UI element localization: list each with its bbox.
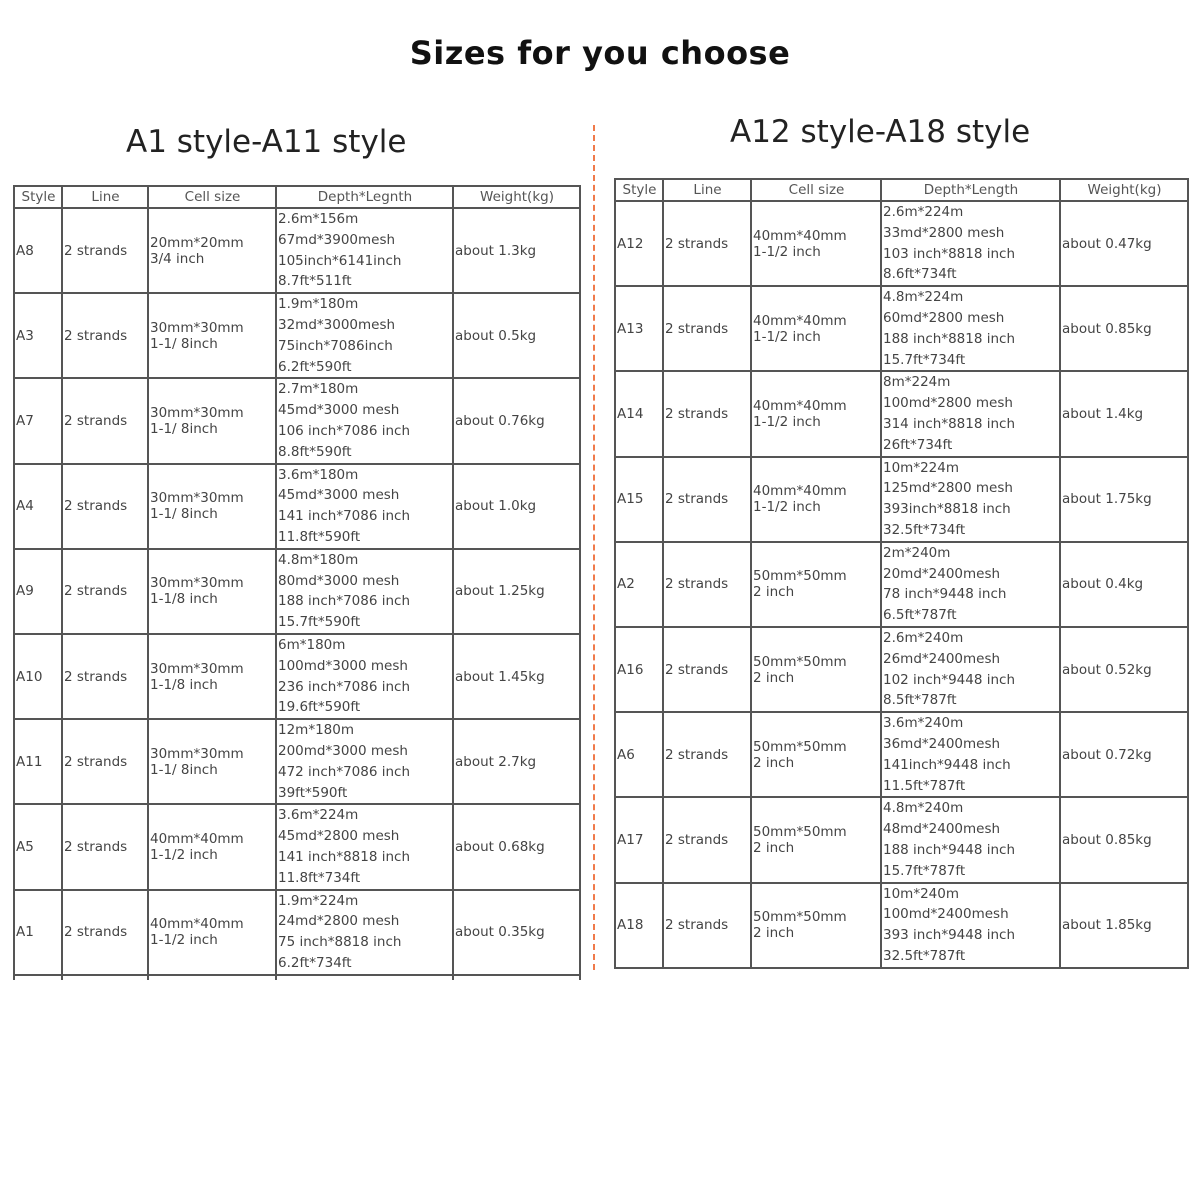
style-cell: A14 bbox=[615, 371, 663, 456]
depth-length-line: 6.2ft*734ft bbox=[278, 954, 352, 971]
depth-length-cell bbox=[881, 371, 1060, 456]
depth-length-line: 60md*2800 mesh bbox=[883, 309, 1005, 326]
cell-size-cell bbox=[148, 890, 276, 975]
weight-cell: about 0.85kg bbox=[1060, 286, 1188, 371]
cell-size-cell bbox=[148, 634, 276, 719]
line-header: Line bbox=[62, 186, 148, 208]
cell-size-line: 50mm*50mm bbox=[753, 738, 847, 755]
cell-size-cell bbox=[148, 804, 276, 889]
cutoff-cell bbox=[453, 975, 580, 980]
depth-length-line: 6.5ft*787ft bbox=[883, 607, 957, 624]
line-cell: 2 strands bbox=[62, 804, 148, 889]
depth-length-line: 10m*240m bbox=[883, 885, 959, 902]
depth-length-cell bbox=[276, 378, 453, 463]
style-cell: A13 bbox=[615, 286, 663, 371]
style-cell: A4 bbox=[14, 464, 62, 549]
cell-size-line: 50mm*50mm bbox=[753, 653, 847, 670]
style-cell: A11 bbox=[14, 719, 62, 804]
cell-size-cell bbox=[751, 627, 881, 712]
depth-length-line: 8.7ft*511ft bbox=[278, 273, 352, 290]
cell-size-line: 40mm*40mm bbox=[753, 312, 847, 329]
weight-cell: about 0.5kg bbox=[453, 293, 580, 378]
cell-size-cell bbox=[148, 719, 276, 804]
weight-cell: about 0.72kg bbox=[1060, 712, 1188, 797]
cell-size-line: 2 inch bbox=[753, 754, 795, 771]
depth-length-line: 4.8m*224m bbox=[883, 289, 964, 306]
cell-size-line: 1-1/8 inch bbox=[150, 676, 218, 693]
cell-size-cell bbox=[148, 293, 276, 378]
cell-size-line: 1-1/2 inch bbox=[753, 413, 821, 430]
depth-length-line: 11.5ft*787ft bbox=[883, 777, 966, 794]
table-row bbox=[615, 286, 1188, 371]
depth-length-line: 78 inch*9448 inch bbox=[883, 586, 1007, 603]
depth-length-line: 103 inch*8818 inch bbox=[883, 245, 1016, 262]
depth-length-line: 188 inch*9448 inch bbox=[883, 841, 1016, 858]
line-cell: 2 strands bbox=[663, 883, 751, 968]
depth-length-line: 393 inch*9448 inch bbox=[883, 927, 1016, 944]
table-header-row bbox=[14, 186, 580, 208]
table-row bbox=[615, 457, 1188, 542]
depth-length-cell bbox=[276, 890, 453, 975]
weight-cell: about 0.68kg bbox=[453, 804, 580, 889]
depth-length-line: 36md*2400mesh bbox=[883, 735, 1001, 752]
depth-length-line: 32.5ft*787ft bbox=[883, 947, 966, 964]
depth-length-line: 236 inch*7086 inch bbox=[278, 678, 411, 695]
cell-size-cell bbox=[751, 883, 881, 968]
style-cell: A18 bbox=[615, 883, 663, 968]
depth-length-cell bbox=[881, 201, 1060, 286]
cell-size-line: 40mm*40mm bbox=[150, 830, 244, 847]
line-cell: 2 strands bbox=[62, 890, 148, 975]
style-cell: A6 bbox=[615, 712, 663, 797]
depth-length-line: 11.8ft*734ft bbox=[278, 869, 361, 886]
cell-size-line: 1-1/ 8inch bbox=[150, 761, 218, 778]
weight-cell: about 1.0kg bbox=[453, 464, 580, 549]
cell-size-header: Cell size bbox=[751, 179, 881, 201]
cell-size-line: 40mm*40mm bbox=[150, 916, 244, 933]
depth-length-line: 10m*224m bbox=[883, 459, 959, 476]
depth-length-cell bbox=[881, 542, 1060, 627]
depth-length-cell bbox=[276, 634, 453, 719]
depth-length-line: 24md*2800 mesh bbox=[278, 913, 400, 930]
depth-length-line: 15.7ft*787ft bbox=[883, 862, 966, 879]
table-row bbox=[615, 712, 1188, 797]
table-row bbox=[14, 634, 580, 719]
depth-length-line: 2.7m*180m bbox=[278, 381, 359, 398]
cutoff-cell bbox=[276, 975, 453, 980]
depth-length-line: 11.8ft*590ft bbox=[278, 528, 361, 545]
depth-length-line: 75 inch*8818 inch bbox=[278, 934, 402, 951]
cell-size-line: 1-1/8 inch bbox=[150, 591, 218, 608]
depth-length-header: Depth*Length bbox=[881, 179, 1060, 201]
cell-size-line: 1-1/2 inch bbox=[753, 243, 821, 260]
cell-size-line: 2 inch bbox=[753, 584, 795, 601]
depth-length-line: 39ft*590ft bbox=[278, 784, 348, 801]
cell-size-cell bbox=[751, 712, 881, 797]
depth-length-line: 4.8m*240m bbox=[883, 800, 964, 817]
depth-length-line: 75inch*7086inch bbox=[278, 337, 393, 354]
cell-size-line: 1-1/2 inch bbox=[150, 932, 218, 949]
line-cell: 2 strands bbox=[62, 378, 148, 463]
table-row bbox=[615, 542, 1188, 627]
depth-length-cell bbox=[881, 797, 1060, 882]
table-row bbox=[14, 293, 580, 378]
table-row-cutoff bbox=[14, 975, 580, 980]
table-row bbox=[615, 797, 1188, 882]
table-row bbox=[615, 627, 1188, 712]
depth-length-line: 106 inch*7086 inch bbox=[278, 422, 411, 439]
cutoff-cell bbox=[62, 975, 148, 980]
style-cell: A10 bbox=[14, 634, 62, 719]
table-row bbox=[615, 371, 1188, 456]
style-cell: A5 bbox=[14, 804, 62, 889]
table-row bbox=[14, 549, 580, 634]
cell-size-line: 50mm*50mm bbox=[753, 909, 847, 926]
line-cell: 2 strands bbox=[62, 208, 148, 293]
style-cell: A16 bbox=[615, 627, 663, 712]
line-cell: 2 strands bbox=[663, 201, 751, 286]
depth-length-line: 67md*3900mesh bbox=[278, 231, 396, 248]
weight-cell: about 0.4kg bbox=[1060, 542, 1188, 627]
depth-length-line: 6m*180m bbox=[278, 636, 346, 653]
depth-length-line: 3.6m*180m bbox=[278, 466, 359, 483]
style-cell: A8 bbox=[14, 208, 62, 293]
line-cell: 2 strands bbox=[663, 797, 751, 882]
depth-length-line: 8.8ft*590ft bbox=[278, 443, 352, 460]
depth-length-line: 26md*2400mesh bbox=[883, 650, 1001, 667]
weight-header: Weight(kg) bbox=[453, 186, 580, 208]
cell-size-line: 1-1/ 8inch bbox=[150, 420, 218, 437]
cell-size-line: 2 inch bbox=[753, 839, 795, 856]
depth-length-cell bbox=[276, 719, 453, 804]
cell-size-line: 1-1/ 8inch bbox=[150, 506, 218, 523]
depth-length-line: 45md*2800 mesh bbox=[278, 828, 400, 845]
cell-size-line: 50mm*50mm bbox=[753, 823, 847, 840]
table-row bbox=[14, 208, 580, 293]
cell-size-line: 30mm*30mm bbox=[150, 745, 244, 762]
style-cell: A15 bbox=[615, 457, 663, 542]
line-header: Line bbox=[663, 179, 751, 201]
cell-size-line: 30mm*30mm bbox=[150, 575, 244, 592]
style-cell: A2 bbox=[615, 542, 663, 627]
left-section-title: A1 style-A11 style bbox=[126, 124, 407, 160]
line-cell: 2 strands bbox=[663, 286, 751, 371]
depth-length-line: 33md*2800 mesh bbox=[883, 224, 1005, 241]
right-size-table bbox=[614, 178, 1189, 969]
weight-cell: about 0.85kg bbox=[1060, 797, 1188, 882]
table-row bbox=[14, 890, 580, 975]
depth-length-line: 26ft*734ft bbox=[883, 436, 953, 453]
table-row bbox=[14, 719, 580, 804]
depth-length-line: 2m*240m bbox=[883, 544, 951, 561]
cell-size-cell bbox=[751, 371, 881, 456]
weight-cell: about 0.52kg bbox=[1060, 627, 1188, 712]
cell-size-cell bbox=[148, 378, 276, 463]
depth-length-cell bbox=[881, 286, 1060, 371]
cell-size-cell bbox=[751, 797, 881, 882]
cell-size-cell bbox=[148, 549, 276, 634]
style-cell: A12 bbox=[615, 201, 663, 286]
cell-size-cell bbox=[148, 208, 276, 293]
cell-size-line: 40mm*40mm bbox=[753, 483, 847, 500]
cell-size-line: 40mm*40mm bbox=[753, 227, 847, 244]
depth-length-line: 200md*3000 mesh bbox=[278, 742, 408, 759]
line-cell: 2 strands bbox=[663, 712, 751, 797]
cell-size-line: 50mm*50mm bbox=[753, 568, 847, 585]
table-row bbox=[14, 464, 580, 549]
depth-length-line: 141 inch*7086 inch bbox=[278, 508, 411, 525]
depth-length-line: 141 inch*8818 inch bbox=[278, 848, 411, 865]
depth-length-cell bbox=[881, 712, 1060, 797]
cell-size-line: 30mm*30mm bbox=[150, 404, 244, 421]
line-cell: 2 strands bbox=[62, 549, 148, 634]
style-header: Style bbox=[14, 186, 62, 208]
cell-size-cell bbox=[751, 457, 881, 542]
style-header: Style bbox=[615, 179, 663, 201]
depth-length-line: 100md*2400mesh bbox=[883, 906, 1009, 923]
depth-length-line: 15.7ft*590ft bbox=[278, 614, 361, 631]
line-cell: 2 strands bbox=[663, 542, 751, 627]
depth-length-line: 125md*2800 mesh bbox=[883, 480, 1013, 497]
line-cell: 2 strands bbox=[62, 464, 148, 549]
cell-size-line: 1-1/2 inch bbox=[150, 846, 218, 863]
depth-length-line: 15.7ft*734ft bbox=[883, 351, 966, 368]
depth-length-line: 3.6m*240m bbox=[883, 715, 964, 732]
cell-size-cell bbox=[751, 542, 881, 627]
cell-size-cell bbox=[148, 464, 276, 549]
table-header-row bbox=[615, 179, 1188, 201]
depth-length-line: 105inch*6141inch bbox=[278, 252, 402, 269]
depth-length-line: 102 inch*9448 inch bbox=[883, 671, 1016, 688]
depth-length-line: 3.6m*224m bbox=[278, 807, 359, 824]
weight-cell: about 1.45kg bbox=[453, 634, 580, 719]
table-row bbox=[615, 201, 1188, 286]
style-cell: A1 bbox=[14, 890, 62, 975]
table-row bbox=[14, 804, 580, 889]
depth-length-line: 20md*2400mesh bbox=[883, 565, 1001, 582]
depth-length-line: 8.5ft*787ft bbox=[883, 692, 957, 709]
depth-length-cell bbox=[276, 464, 453, 549]
depth-length-line: 2.6m*240m bbox=[883, 629, 964, 646]
cell-size-cell bbox=[751, 201, 881, 286]
cell-size-line: 2 inch bbox=[753, 669, 795, 686]
depth-length-line: 8.6ft*734ft bbox=[883, 266, 957, 283]
depth-length-line: 100md*3000 mesh bbox=[278, 657, 408, 674]
depth-length-line: 2.6m*156m bbox=[278, 211, 359, 227]
depth-length-line: 1.9m*180m bbox=[278, 296, 359, 313]
depth-length-line: 48md*2400mesh bbox=[883, 821, 1001, 838]
right-section-title: A12 style-A18 style bbox=[730, 114, 1031, 150]
cell-size-line: 30mm*30mm bbox=[150, 660, 244, 677]
depth-length-line: 80md*3000 mesh bbox=[278, 572, 400, 589]
line-cell: 2 strands bbox=[62, 634, 148, 719]
depth-length-line: 12m*180m bbox=[278, 722, 354, 739]
cell-size-line: 2 inch bbox=[753, 925, 795, 942]
weight-cell: about 1.3kg bbox=[453, 208, 580, 293]
depth-length-cell bbox=[881, 883, 1060, 968]
cell-size-cell bbox=[751, 286, 881, 371]
style-cell: A3 bbox=[14, 293, 62, 378]
table-row bbox=[14, 378, 580, 463]
left-size-table bbox=[13, 185, 581, 980]
cell-size-header: Cell size bbox=[148, 186, 276, 208]
weight-cell: about 1.85kg bbox=[1060, 883, 1188, 968]
cell-size-line: 3/4 inch bbox=[150, 250, 205, 267]
depth-length-line: 188 inch*7086 inch bbox=[278, 593, 411, 610]
depth-length-header: Depth*Legnth bbox=[276, 186, 453, 208]
line-cell: 2 strands bbox=[62, 719, 148, 804]
weight-cell: about 2.7kg bbox=[453, 719, 580, 804]
line-cell: 2 strands bbox=[62, 293, 148, 378]
depth-length-line: 8m*224m bbox=[883, 374, 951, 391]
depth-length-line: 314 inch*8818 inch bbox=[883, 415, 1016, 432]
cell-size-line: 1-1/ 8inch bbox=[150, 335, 218, 352]
depth-length-line: 19.6ft*590ft bbox=[278, 699, 361, 716]
style-cell: A7 bbox=[14, 378, 62, 463]
depth-length-cell bbox=[276, 208, 453, 293]
depth-length-cell bbox=[276, 804, 453, 889]
cell-size-line: 40mm*40mm bbox=[753, 397, 847, 414]
weight-cell: about 1.25kg bbox=[453, 549, 580, 634]
depth-length-line: 393inch*8818 inch bbox=[883, 501, 1011, 518]
cell-size-line: 1-1/2 inch bbox=[753, 328, 821, 345]
depth-length-line: 6.2ft*590ft bbox=[278, 358, 352, 375]
weight-cell: about 0.76kg bbox=[453, 378, 580, 463]
weight-cell: about 1.4kg bbox=[1060, 371, 1188, 456]
line-cell: 2 strands bbox=[663, 371, 751, 456]
depth-length-line: 45md*3000 mesh bbox=[278, 402, 400, 419]
depth-length-line: 141inch*9448 inch bbox=[883, 756, 1011, 773]
weight-cell: about 0.35kg bbox=[453, 890, 580, 975]
line-cell: 2 strands bbox=[663, 457, 751, 542]
depth-length-cell bbox=[881, 457, 1060, 542]
cell-size-line: 1-1/2 inch bbox=[753, 499, 821, 516]
depth-length-line: 2.6m*224m bbox=[883, 204, 964, 220]
depth-length-line: 188 inch*8818 inch bbox=[883, 330, 1016, 347]
cell-size-line: 20mm*20mm bbox=[150, 234, 244, 251]
section-divider bbox=[593, 125, 595, 970]
weight-header: Weight(kg) bbox=[1060, 179, 1188, 201]
depth-length-line: 4.8m*180m bbox=[278, 551, 359, 568]
depth-length-line: 45md*3000 mesh bbox=[278, 487, 400, 504]
depth-length-line: 472 inch*7086 inch bbox=[278, 763, 411, 780]
cutoff-cell bbox=[148, 975, 276, 980]
cell-size-line: 30mm*30mm bbox=[150, 319, 244, 336]
weight-cell: about 1.75kg bbox=[1060, 457, 1188, 542]
cell-size-line: 30mm*30mm bbox=[150, 490, 244, 507]
style-cell: A9 bbox=[14, 549, 62, 634]
page-title: Sizes for you choose bbox=[409, 34, 791, 72]
depth-length-line: 1.9m*224m bbox=[278, 892, 359, 909]
line-cell: 2 strands bbox=[663, 627, 751, 712]
weight-cell: about 0.47kg bbox=[1060, 201, 1188, 286]
depth-length-line: 100md*2800 mesh bbox=[883, 395, 1013, 412]
depth-length-line: 32.5ft*734ft bbox=[883, 521, 966, 538]
depth-length-cell bbox=[881, 627, 1060, 712]
depth-length-line: 32md*3000mesh bbox=[278, 316, 396, 333]
style-cell: A17 bbox=[615, 797, 663, 882]
table-row bbox=[615, 883, 1188, 968]
cutoff-cell bbox=[14, 975, 62, 980]
depth-length-cell bbox=[276, 293, 453, 378]
depth-length-cell bbox=[276, 549, 453, 634]
